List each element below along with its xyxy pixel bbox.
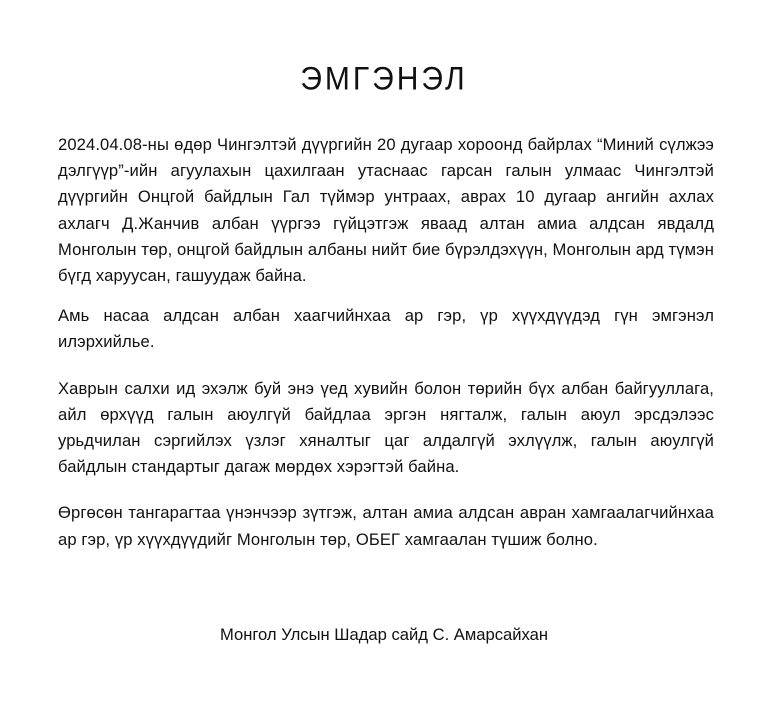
paragraph-condolence: Амь насаа алдсан албан хаагчийнхаа ар гэр, үр хүүхдүүдэд гүн эмгэнэл илэрхийлье. [58,306,714,352]
notice-body [58,132,714,567]
paragraph-support: Өргөсөн тангарагтаа үнэнчээр зүтгэж, алтан амиа алдсан авран хамгаалагчийнхаа ар гэр, үр хүүхдүүдийг Монголын төр, ОБЕГ хамгаалан түшиж болно. [58,503,714,549]
notice-title: ЭМГЭНЭЛ [300,61,468,98]
paragraph-fire-safety: Хаврын салхи ид эхэлж буй энэ үед хувийн болон төрийн бүх албан байгууллага, айл өрхүүд галын аюулгүй байдлаа эргэн нягталж, галын аюул эрсдэлээс урьдчилан сэргийлэх үзлэг хяналтыг цаг алдалгүй эхлүүлж, галын аюулгүй байдлын стандартыг дагаж мөрдөх хэрэгтэй байна. [58,378,714,477]
paragraph-incident: 2024.04.08-ны өдөр Чингэлтэй дүүргийн 20 дугаар хороонд байрлах “Миний сүлжээ дэлгүүр”-ийн агуулахын цахилгаан утаснаас гарсан галын улмаас Чингэлтэй дүүргийн Онцгой байдлын Гал түймэр унтраах, аврах 10 дугаар ангийн ахлах ахлагч Д.Жанчив албан үүргээ гүйцэтгэж яваад алтан амиа алдсан явдалд Монголын төр, онцгой байдлын албаны нийт бие бүрэлдэхүүн, Монголын ард түмэн бүгд харуусан, гашуудаж байна. [58,135,714,286]
signature-line: Монгол Улсын Шадар сайд С. Амарсайхан [219,625,549,644]
